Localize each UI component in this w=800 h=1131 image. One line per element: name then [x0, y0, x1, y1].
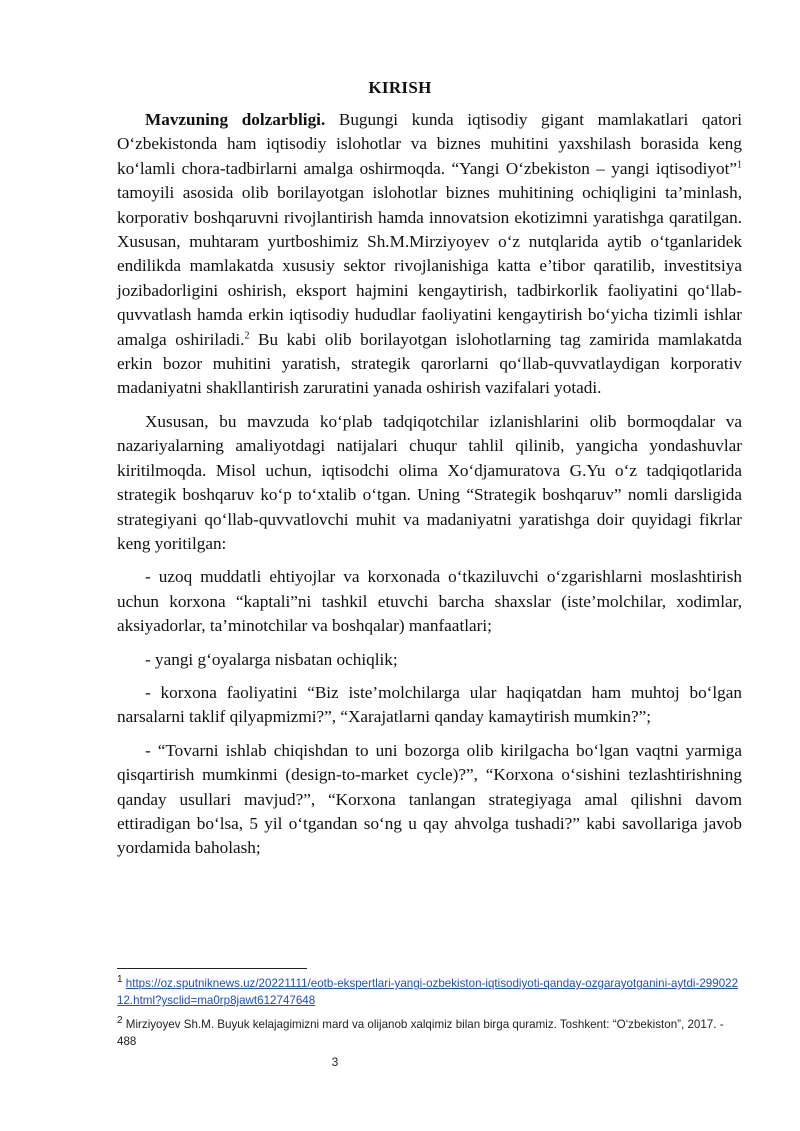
footnote-ref-2[interactable]: 2 [244, 329, 250, 341]
footnote-separator [117, 968, 307, 969]
paragraph-text: Bugungi kunda iqtisodiy gigant mamlakatlari qatori O‘zbekistonda ham iqtisodiy islohotlar va biznes muhitini yaxshilash borasida keng ko‘lamli chora-tadbirlarni amalga oshirmoqda. “Yangi O‘zbekiston – yangi iqtisodiyot” [117, 110, 742, 178]
footnote-mark: 2 [117, 1015, 123, 1027]
page-number: 3 [331, 1055, 339, 1069]
footnote-link[interactable]: https://oz.sputniknews.uz/20221111/eotb-ekspertlari-yangi-ozbekiston-iqtisodiyoti-qanday-ozgarayotganini-aytdi-29902212.html?ysclid=ma0rp8jawt612747648 [117, 977, 739, 1007]
body-text [117, 108, 742, 870]
footnote-text: Mirziyoyev Sh.M. Buyuk kelajagimizni mard va olijanob xalqimiz bilan birga quramiz. Toshkent: “O‘zbekiston”, 2017. - 488 [117, 1018, 724, 1048]
paragraph-researchers: Xususan, bu mavzuda ko‘plab tadqiqotchilar izlanishlarini olib bormoqdalar va nazariyalarning amaliyotdagi natijalari chuqur tahlil qilinib, yangicha yondashuvlar kiritilmoqda. Misol uchun, iqtisodchi olima Xo‘djamuratova G.Yu o‘z tadqiqotlarida strategik boshqaruv ko‘p to‘xtalib o‘tgan. Uning “Strategik boshqaruv” nomli darsligida strategiyani qo‘llab-quvvatlovchi muhit va madaniyatni yaratishga doir quyidagi fikrlar keng yoritilgan: [117, 411, 742, 553]
footnote-mark: 1 [117, 974, 123, 986]
relevance-heading: Mavzuning dolzarbligi. [145, 110, 326, 129]
footnotes [117, 975, 742, 1057]
footnote-1 [117, 975, 742, 1009]
list-item: - “Tovarni ishlab chiqishdan to uni bozorga olib kirilgacha bo‘lgan vaqtni yarmiga qisqartirish mumkinmi (design-to-market cycle)?”, “Korxona o‘sishini tezlashtirishning qanday usullari mavjud?”, “Korxona tanlangan strategiyaga amal qilishni davom ettiradigan bo‘lsa, 5 yil o‘tgandan so‘ng u qay ahvolga tushadi?” kabi savollariga javob yordamida baholash; [117, 740, 742, 858]
page-title: KIRISH [368, 78, 432, 97]
paragraph-relevance [117, 108, 742, 401]
footnote-ref-1[interactable]: 1 [737, 159, 742, 171]
paragraph-text: Bu kabi olib borilayotgan islohotlarning tag zamirida mamlakatda erkin bozor muhitini yaratish, strategik qarorlarni qo‘llab-quvvatlaydigan korporativ madaniyatni shakllantirish zaruratini yanada oshirish vazifalari yotadi. [117, 329, 742, 398]
footnote-2 [117, 1016, 742, 1050]
list-item: - yangi g‘oyalarga nisbatan ochiqlik; [145, 649, 398, 669]
paragraph-text: tamoyili asosida olib borilayotgan islohotlar biznes muhitining ochiqligini ta’minlash, korporativ boshqaruvni rivojlantirish hamda innovatsion ekotizimni yaratishga qaratilgan. Xususan, muhtaram yurtboshimiz Sh.M.Mirziyoyev o‘z nutqlarida aytib o‘tganlaridek endilikda mamlakatda xususiy sektor rivojlanishiga katta e’tibor qaratilib, investitsiya jozibadorligini oshirish, eksport hajmini kengaytirish, tadbirkorlik faoliyatini qo‘llab-quvvatlash hamda erkin iqtisodiy hududlar faoliyatini kengaytirish bo‘yicha tizimli ishlar amalga oshiriladi. [117, 183, 742, 349]
list-item: - korxona faoliyatini “Biz iste’molchilarga ular haqiqatdan ham muhtoj bo‘lgan narsalarni taklif qilyapmizmi?”, “Xarajatlarni qanday kamaytirish mumkin?”; [117, 682, 742, 727]
list-item: - uzoq muddatli ehtiyojlar va korxonada o‘tkaziluvchi o‘zgarishlarni moslashtirish uchun korxona “kaptali”ni tashkil etuvchi barcha shaxslar (iste’molchilar, xodimlar, aksiyadorlar, ta’minotchilar va boshqalar) manfaatlari; [117, 567, 742, 636]
